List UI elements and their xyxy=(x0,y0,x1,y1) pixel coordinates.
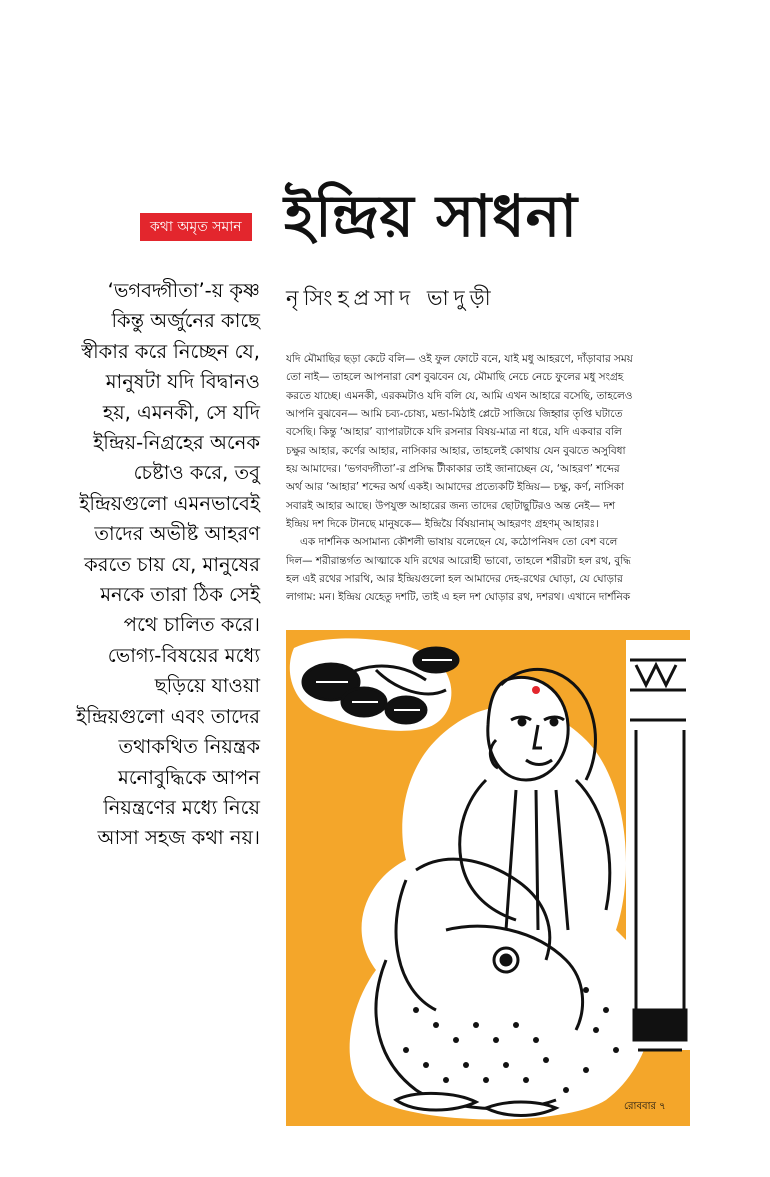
pull-quote-line: স্বীকার করে নিচ্ছেন যে, xyxy=(81,339,260,363)
pull-quote-line: ভোগ্য-বিষয়ের মধ্যে xyxy=(107,643,260,667)
body-line: অর্থ আর ‘আহার’ শব্দের অর্থ একই। আমাদের প্রত্যেকটি ইন্দ্রিয়— চক্ষু, কর্ণ, নাসিকা xyxy=(286,481,624,494)
pull-quote-line: ইন্দ্রিয়গুলো এবং তাদের xyxy=(76,704,260,728)
body-line: আপনি বুঝবেন— আমি চব্য-চোষ্য, মন্ডা-মিঠাই প্লেটে সাজিয়ে জিহ্বার তৃপ্তি ঘটাতে xyxy=(286,408,623,421)
article-body xyxy=(286,350,690,607)
pull-quote-line: মনোবুদ্ধিকে আপন xyxy=(118,765,260,789)
page-footer: রোববার ৭ xyxy=(624,1101,666,1112)
pull-quote-line: ইন্দ্রিয়-নিগ্রহের অনেক xyxy=(93,431,260,455)
body-line: হল এই রথের সারথি, আর ইন্দ্রিয়গুলো হল আমাদের দেহ-রথের ঘোড়া, যে ঘোড়ার xyxy=(286,573,623,586)
body-line: ইন্দ্রিয় দশ দিকে টানছে মানুষকে— ইন্দ্রিয়ৈ র্বিষয়ানাম্ আহরণং গ্রহণম্ আহারঃ। xyxy=(286,518,599,531)
pull-quote-line: হয়, এমনকী, সে যদি xyxy=(102,400,260,424)
pull-quote-line: পথে চালিত করে। xyxy=(123,613,260,637)
pull-quote-line: ইন্দ্রিয়গুলো এমনভাবেই xyxy=(79,491,260,515)
pull-quote-line: আসা সহজ কথা নয়। xyxy=(97,826,260,850)
body-line: করতে যাচ্ছে। এমনকী, এরকমটাও যদি বলি যে, আমি এখন আহারে বসেছি, তাহলেও xyxy=(286,389,633,402)
pull-quote-line: তথাকথিত নিয়ন্ত্রক xyxy=(118,735,260,759)
body-line: যদি মৌমাছির ছড়া কেটে বলি— ওই ফুল ফোটে বনে, যাই মধু আহরণে, দাঁড়াবার সময় xyxy=(286,353,633,365)
pull-quote-line: মানুষটা যদি বিদ্বানও xyxy=(105,370,260,394)
body-line: চক্ষুর আহার, কর্ণের আহার, নাসিকার আহার, তাহলেই কোথায় যেন বুঝতে অসুবিধা xyxy=(286,444,626,457)
pull-quote-line: করতে চায় যে, মানুষের xyxy=(84,552,260,576)
pull-quote-line: ছড়িয়ে যাওয়া xyxy=(154,674,260,698)
section-badge: কথা অমৃত সমান xyxy=(140,213,252,241)
article-title: ইন্দ্রিয় সাধনা xyxy=(284,182,579,250)
body-line: বসেছি। কিন্তু ‘আহার’ ব্যাপারটাকে যদি রসনার বিষয়-মাত্র না ধরে, যদি একবার বলি xyxy=(286,426,622,439)
pull-quote-line: মনকে তারা ঠিক সেই xyxy=(100,583,260,607)
pull-quote-line: কিন্তু অর্জুনের কাছে xyxy=(111,309,260,333)
pull-quote xyxy=(40,276,260,854)
author-byline: নৃসিংহপ্রসাদ ভাদুড়ী xyxy=(286,286,496,310)
body-line: তো নাই— তাহলে আপনারা বেশ বুঝবেন যে, মৌমাছি নেচে নেচে ফুলের মধু সংগ্রহ xyxy=(286,371,624,384)
pull-quote-line: চেষ্টাও করে, তবু xyxy=(133,461,260,485)
body-line: লাগাম: মন। ইন্দ্রিয় যেহেতু দশটি, তাই এ হল দশ ঘোড়ার রথ, দশরথ। এখানে দার্শনিক xyxy=(286,591,630,604)
pull-quote-line: তাদের অভীষ্ট আহরণ xyxy=(94,522,260,546)
pull-quote-line: ‘ভগবদ্গীতা’-য় কৃষ্ণ xyxy=(107,279,260,302)
pull-quote-line: নিয়ন্ত্রণের মধ্যে নিয়ে xyxy=(103,795,260,819)
body-line: এক দার্শনিক অসামান্য কৌশলী ভাষায় বলেছেন যে, কঠোপনিষদ তো বেশ বলে xyxy=(300,536,618,549)
woman-illustration xyxy=(286,630,690,1126)
body-line: দিল— শরীরান্তর্গত আত্মাকে যদি রথের আরোহী ভাবো, তাহলে শরীরটা হল রথ, বুদ্ধি xyxy=(286,554,631,567)
body-line: হয় আমাদের। ‘ভগবদ্গীতা’-র প্রসিদ্ধ টীকাকার তাই জানাচ্ছেন যে, ‘আহরণ’ শব্দের xyxy=(286,463,620,476)
body-line: সবারই আহার আছে। উপযুক্ত আহারের জন্য তাদের ছোটাছুটিরও অন্ত নেই— দশ xyxy=(286,499,615,512)
